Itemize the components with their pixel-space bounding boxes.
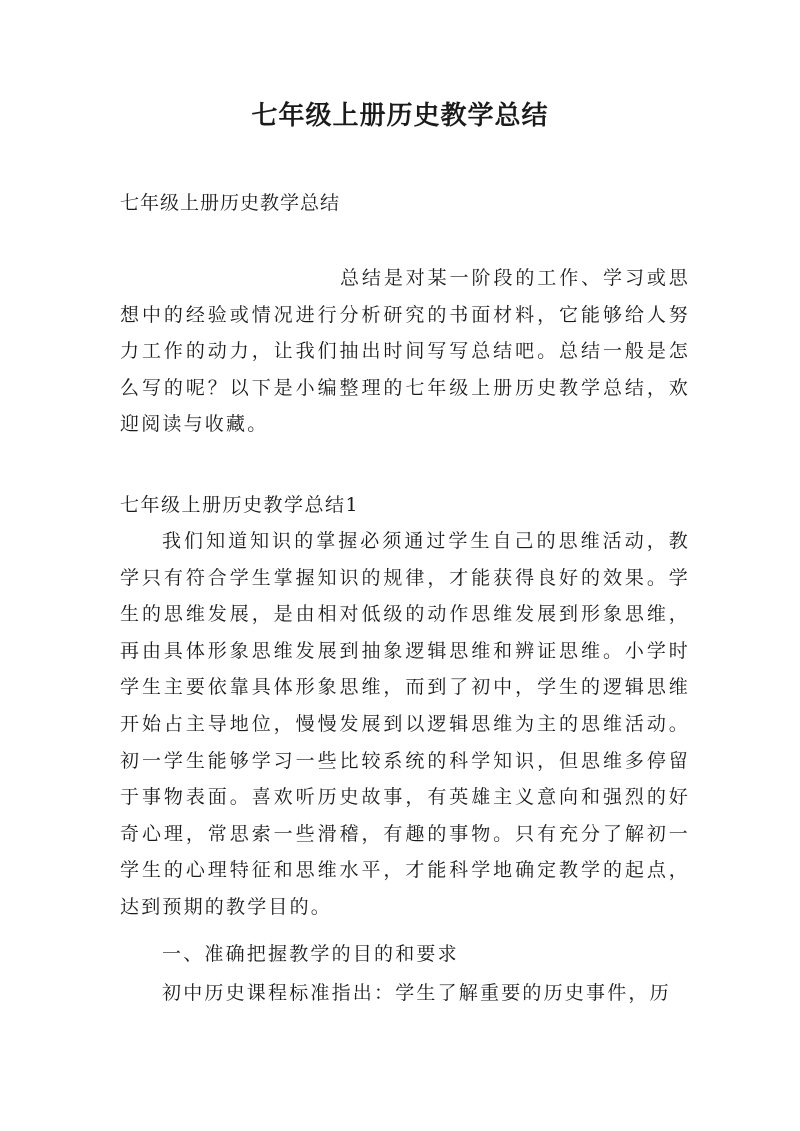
- page-title: 七年级上册历史教学总结: [251, 101, 549, 131]
- section-heading: 七年级上册历史教学总结1: [120, 494, 360, 516]
- section-paragraph: 我们知道知识的掌握必须通过学生自己的思维活动，教学只有符合学生掌握知识的规律，才能获得良好的效果。学生的思维发展，是由相对低级的动作思维发展到形象思维，再由具体形象思维发展到抽象逻辑思维和辨证思维。小学时学生主要依靠具体形象思维，而到了初中，学生的逻辑思维开始占主导地位，慢慢发展到以逻辑思维为主的思维活动。初一学生能够学习一些比较系统的科学知识，但思维多停留于事物表面。喜欢听历史故事，有英雄主义意向和强烈的好奇心理，常思索一些滑稽，有趣的事物。只有充分了解初一学生的心理特征和思维水平，才能科学地确定教学的起点，达到预期的教学目的。: [120, 530, 690, 918]
- section-paragraph-continued: 初中历史课程标准指出：学生了解重要的历史事件，历: [162, 982, 671, 1004]
- intro-paragraph: 总结是对某一阶段的工作、学习或思想中的经验或情况进行分析研究的书面材料，它能够给人努力工作的动力，让我们抽出时间写写总结吧。总结一般是怎么写的呢？以下是小编整理的七年级上册历史教学总结，欢迎阅读与收藏。: [120, 267, 690, 436]
- document-subtitle: 七年级上册历史教学总结: [120, 192, 341, 214]
- section-subheading: 一、准确把握教学的目的和要求: [162, 943, 459, 965]
